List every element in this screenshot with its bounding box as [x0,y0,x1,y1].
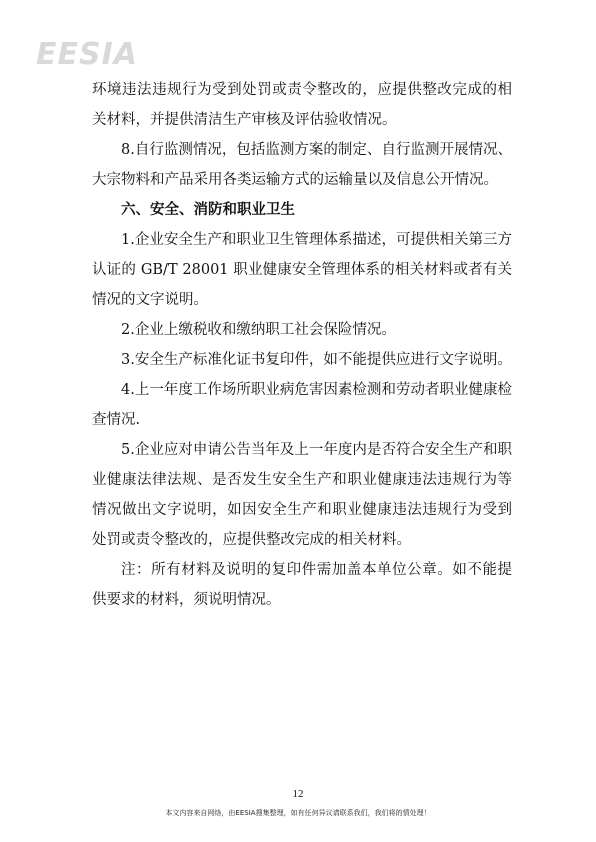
paragraph-item-3: 3.安全生产标准化证书复印件，如不能提供应进行文字说明。 [121,352,512,368]
paragraph-item-5: 5.企业应对申请公告当年及上一年度内是否符合安全生产和职业健康法律法规、是否发生安全生产和职业健康违法违规行为等情况做出文字说明，如因安全生产和职业健康违法违规行为受到处罚或责令整改的，应提供整改完成的相关材料。 [92,442,512,548]
paragraph-continued: 环境违法违规行为受到处罚或责令整改的，应提供整改完成的相关材料，并提供清洁生产审核及评估验收情况。 [92,82,512,128]
section-heading: 六、安全、消防和职业卫生 [121,202,295,218]
note-paragraph: 注：所有材料及说明的复印件需加盖本单位公章。如不能提供要求的材料，须说明情况。 [92,562,512,608]
paragraph-item-4: 4.上一年度工作场所职业病危害因素检测和劳动者职业健康检查情况. [92,382,512,428]
document-body [92,75,512,615]
eesia-logo: EESIA [36,37,138,72]
paragraph-item-8: 8.自行监测情况，包括监测方案的制定、自行监测开展情况、大宗物料和产品采用各类运输方式的运输量以及信息公开情况。 [92,142,512,188]
paragraph-item-1: 1.企业安全生产和职业卫生管理体系描述，可提供相关第三方认证的 GB/T 28001 职业健康安全管理体系的相关材料或者有关情况的文字说明。 [92,232,512,308]
footer-disclaimer: 本文内容来自网络，由EESIA搜集整理，如有任何异议请联系我们，我们将的情处理！ [165,809,431,817]
page-number: 12 [292,788,304,800]
paragraph-item-2: 2.企业上缴税收和缴纳职工社会保险情况。 [121,322,396,338]
